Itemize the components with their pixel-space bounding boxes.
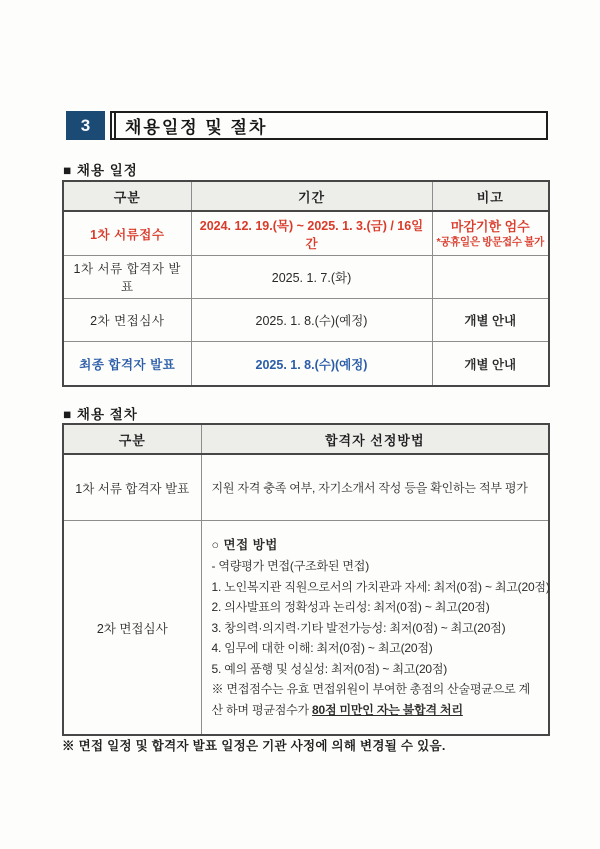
schedule-row-final-result	[63, 342, 549, 387]
schedule-row-label: 1차 서류접수	[63, 211, 191, 256]
interview-method-line: 1. 노인복지관 직원으로서의 가치관과 자세: 최저(0점) ~ 최고(20점)	[211, 579, 550, 594]
procedure-col-method: 합격자 선정방법	[201, 424, 549, 454]
section-header	[66, 111, 548, 140]
score-note-text: ※ 면접점수는 유효 면접위원이 부여한 총점의 산술평균으로 계산 하며 평균점수가	[211, 682, 531, 717]
interview-method-line: 2. 의사발표의 정확성과 논리성: 최저(0점) ~ 최고(20점)	[211, 600, 490, 614]
schedule-col-category: 구분	[63, 181, 191, 211]
schedule-row-period: 2025. 1. 8.(수)(예정)	[191, 342, 432, 387]
interview-method-line: - 역량평가 면접(구조화된 면접)	[211, 559, 369, 573]
schedule-row-label: 1차 서류 합격자 발표	[63, 256, 191, 299]
procedure-heading: ■ 채용 절차	[63, 407, 138, 422]
schedule-col-note: 비고	[432, 181, 549, 211]
interview-method-line: 4. 임무에 대한 이해: 최저(0점) ~ 최고(20점)	[211, 641, 433, 655]
interview-score-note	[212, 679, 539, 720]
schedule-row-note: 개별 안내	[432, 299, 549, 342]
schedule-row-period: 2024. 12. 19.(목) ~ 2025. 1. 3.(금) / 16일간	[191, 211, 432, 256]
procedure-row-method	[201, 521, 549, 736]
schedule-col-period: 기간	[191, 181, 432, 211]
procedure-row-interview	[63, 521, 549, 736]
procedure-col-category: 구분	[63, 424, 201, 454]
procedure-row-label: 1차 서류 합격자 발표	[63, 454, 201, 521]
schedule-row-period: 2025. 1. 8.(수)(예정)	[191, 299, 432, 342]
schedule-row-note	[432, 211, 549, 256]
schedule-row-label: 최종 합격자 발표	[63, 342, 191, 387]
schedule-row-note	[432, 256, 549, 299]
schedule-change-footnote: ※ 면접 일정 및 합격자 발표 일정은 기관 사정에 의해 변경될 수 있음.	[62, 739, 446, 753]
schedule-row-document-submission	[63, 211, 549, 256]
schedule-row-interview	[63, 299, 549, 342]
procedure-table	[62, 423, 550, 736]
schedule-header-row	[63, 181, 549, 211]
section-title: 채용일정 및 절차	[110, 111, 548, 140]
schedule-table	[62, 180, 550, 387]
deadline-note: 마감기한 엄수	[450, 219, 530, 234]
holiday-note: *공휴일은 방문접수 불가	[436, 236, 544, 248]
procedure-row-document-screening	[63, 454, 549, 521]
schedule-row-label: 2차 면접심사	[63, 299, 191, 342]
procedure-header-row	[63, 424, 549, 454]
procedure-row-method: 지원 자격 충족 여부, 자기소개서 작성 등을 확인하는 적부 평가	[201, 454, 549, 521]
schedule-row-period: 2025. 1. 7.(화)	[191, 256, 432, 299]
interview-method-title: ○ 면접 방법	[211, 538, 278, 552]
interview-method-line: 5. 예의 품행 및 성실성: 최저(0점) ~ 최고(20점)	[211, 661, 448, 676]
interview-method-line: 3. 창의력·의지력·기타 발전가능성: 최저(0점) ~ 최고(20점)	[211, 620, 506, 635]
procedure-row-label: 2차 면접심사	[63, 521, 201, 736]
schedule-heading: ■ 채용 일정	[63, 163, 138, 178]
schedule-row-note: 개별 안내	[432, 342, 549, 387]
section-number-badge: 3	[66, 111, 105, 140]
fail-threshold-text: 80점 미만인 자는 불합격 처리	[312, 702, 463, 717]
schedule-row-document-result	[63, 256, 549, 299]
